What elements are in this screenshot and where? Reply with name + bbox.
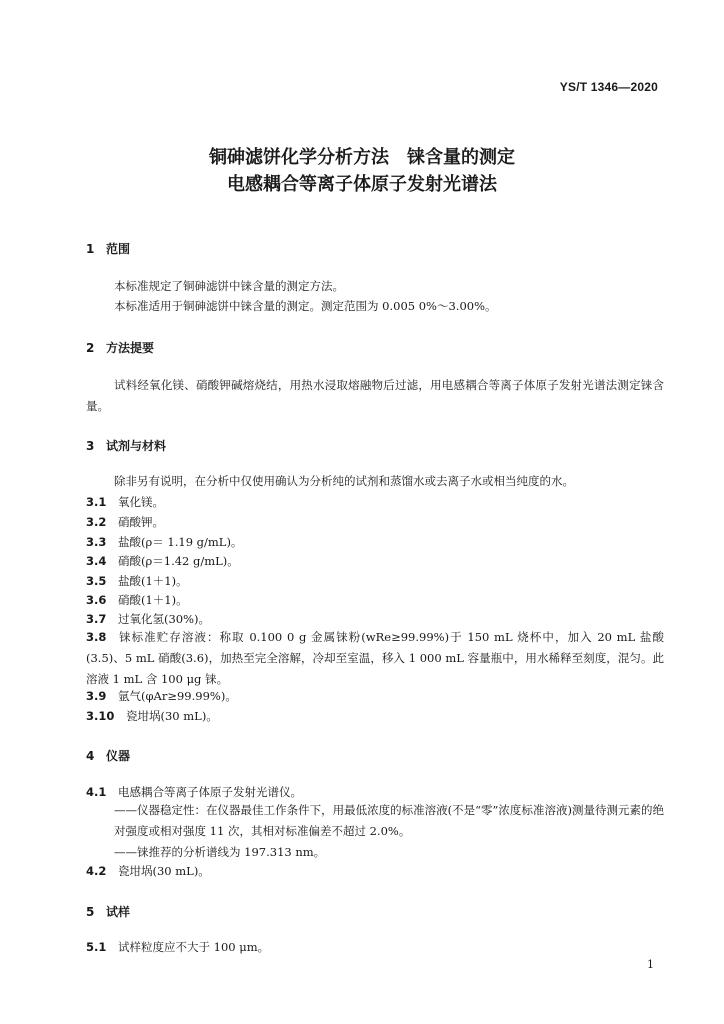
section-heading-scope xyxy=(86,240,130,257)
section-title: 方法提要 xyxy=(106,341,155,355)
document-title-line2: 电感耦合等离子体原子发射光谱法 xyxy=(227,174,497,195)
dash-paragraph: ——铼推荐的分析谱线为 197.313 nm。 xyxy=(114,845,326,859)
item-text: 硝酸(1＋1)。 xyxy=(118,593,188,607)
item-text: 试样粒度应不大于 100 μm。 xyxy=(118,940,270,954)
list-item xyxy=(86,493,164,511)
item-number: 4.2 xyxy=(86,864,107,878)
item-text: 瓷坩埚(30 mL)。 xyxy=(118,864,210,878)
item-text: 铼标准贮存溶液：称取 0.100 0 g 金属铼粉(wRe≥99.99%)于 150 mL 烧杯中，加入 20 mL 盐酸(3.5)、5 mL 硝酸(3.6)，加热至完全溶解，冷却至室温，移入 1 000 mL 容量瓶中，用水稀释至刻度，混匀。此溶液 1 mL 含 100 μg 铼。 xyxy=(86,630,664,686)
paragraph: 本标准规定了铜砷滤饼中铼含量的测定方法。 xyxy=(114,279,344,293)
section-title: 仪器 xyxy=(106,749,131,763)
section-heading-sample xyxy=(86,903,130,920)
section-heading-reagents xyxy=(86,437,166,454)
item-number: 3.10 xyxy=(86,709,115,723)
list-item xyxy=(86,938,269,956)
section-title: 试样 xyxy=(106,905,131,919)
section-heading-instruments xyxy=(86,747,130,764)
paragraph: 除非另有说明，在分析中仅使用确认为分析纯的试剂和蒸馏水或去离子水或相当纯度的水。 xyxy=(114,474,574,488)
item-number: 3.4 xyxy=(86,554,107,568)
item-number: 3.5 xyxy=(86,574,107,588)
item-text: 过氧化氢(30%)。 xyxy=(118,612,211,626)
item-text: 氧化镁。 xyxy=(118,495,164,509)
item-number: 5.1 xyxy=(86,940,107,954)
list-item xyxy=(86,513,164,531)
item-number: 4.1 xyxy=(86,785,107,799)
section-number: 3 xyxy=(86,439,95,453)
list-item xyxy=(86,591,188,609)
list-item xyxy=(86,862,210,880)
paragraph: 本标准适用于铜砷滤饼中铼含量的测定。测定范围为 0.005 0%～3.00%。 xyxy=(114,299,497,313)
dash-paragraph: ——仪器稳定性：在仪器最佳工作条件下，用最低浓度的标准溶液(不是“零”浓度标准溶液)测量待测元素的绝对强度或相对强度 11 次，其相对标准偏差不超过 2.0%。 xyxy=(114,803,664,838)
item-text: 盐酸(ρ＝ 1.19 g/mL)。 xyxy=(118,535,243,549)
item-text: 氩气(φAr≥99.99%)。 xyxy=(118,689,237,703)
document-title-line1: 铜砷滤饼化学分析方法 铼含量的测定 xyxy=(209,147,515,168)
item-number: 3.6 xyxy=(86,593,107,607)
section-heading-method xyxy=(86,339,154,356)
item-text: 电感耦合等离子体原子发射光谱仪。 xyxy=(118,785,302,799)
list-item xyxy=(86,610,210,628)
list-item xyxy=(86,552,239,570)
section-title: 试剂与材料 xyxy=(106,439,167,453)
item-number: 3.8 xyxy=(86,630,107,644)
item-number: 3.1 xyxy=(86,495,107,509)
section-number: 1 xyxy=(86,242,95,256)
list-item xyxy=(86,627,664,690)
item-number: 3.9 xyxy=(86,689,107,703)
list-item xyxy=(86,572,188,590)
item-text: 硝酸钾。 xyxy=(118,515,164,529)
section-title: 范围 xyxy=(106,242,131,256)
section-number: 2 xyxy=(86,341,95,355)
item-text: 盐酸(1＋1)。 xyxy=(118,574,188,588)
list-item xyxy=(86,687,237,705)
item-text: 硝酸(ρ＝1.42 g/mL)。 xyxy=(118,554,239,568)
paragraph: 试料经氧化镁、硝酸钾碱熔烧结，用热水浸取熔融物后过滤，用电感耦合等离子体原子发射光谱法测定铼含量。 xyxy=(86,378,664,413)
item-text: 瓷坩埚(30 mL)。 xyxy=(126,709,218,723)
page-number: 1 xyxy=(647,958,654,971)
section-number: 5 xyxy=(86,905,95,919)
list-item xyxy=(86,783,302,801)
item-number: 3.7 xyxy=(86,612,107,626)
item-number: 3.3 xyxy=(86,535,107,549)
item-number: 3.2 xyxy=(86,515,107,529)
standard-code: YS/T 1346—2020 xyxy=(559,80,658,94)
list-item xyxy=(86,533,242,551)
list-item xyxy=(86,707,218,725)
section-number: 4 xyxy=(86,749,95,763)
